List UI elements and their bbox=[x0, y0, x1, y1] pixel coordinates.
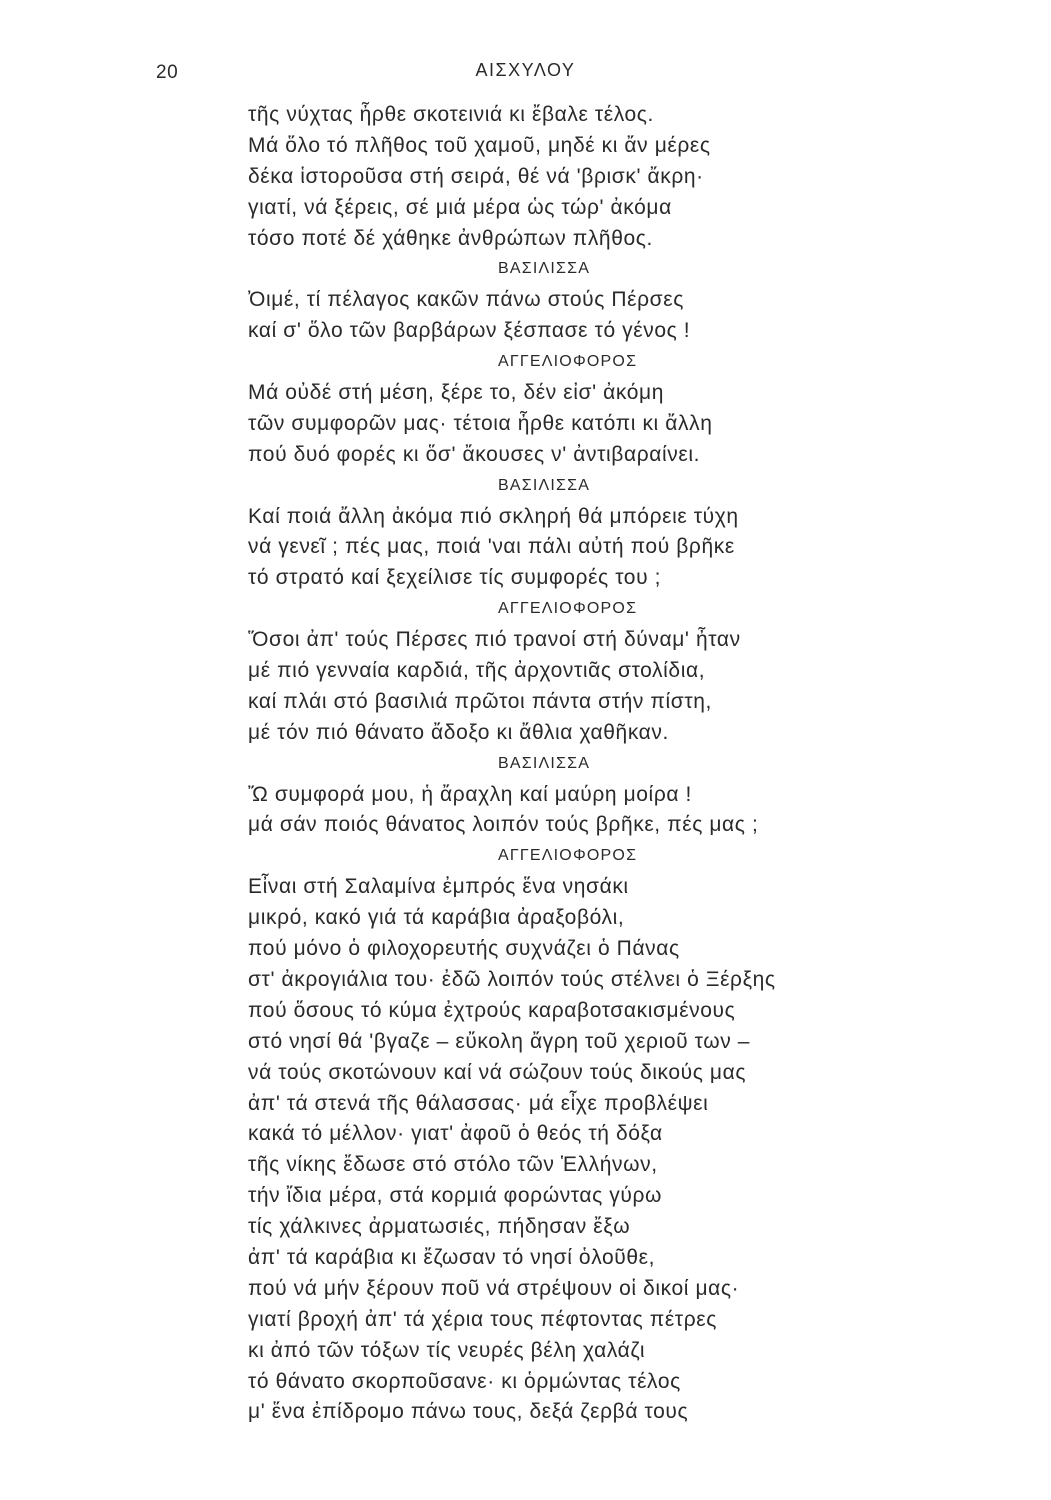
play-text bbox=[248, 100, 928, 1428]
verse-line: τῆς νίκης ἔδωσε στό στόλο τῶν Ἑλλήνων, bbox=[248, 1153, 658, 1177]
verse-line: κι ἀπό τῶν τόξων τίς νευρές βέλη χαλάζι bbox=[248, 1338, 646, 1362]
speaker-label: ΑΓΓΕΛΙΟΦΟΡΟΣ bbox=[498, 353, 638, 371]
verse-line: ἀπ' τά καράβια κι ἔζωσαν τό νησί ὁλοῦθε, bbox=[248, 1245, 656, 1269]
verse-line: Ὤ συμφορά μου, ἡ ἄραχλη καί μαύρη μοίρα ! bbox=[248, 782, 692, 806]
verse-line: νά γενεῖ ; πές μας, ποιά 'ναι πάλι αὐτή πού βρῆκε bbox=[248, 535, 735, 559]
verse-line: γιατί, νά ξέρεις, σέ μιά μέρα ὡς τώρ' ἀκόμα bbox=[248, 195, 672, 219]
verse-line: νά τούς σκοτώνουν καί νά σώζουν τούς δικούς μας bbox=[248, 1060, 747, 1084]
verse-line: στό νησί θά 'βγαζε – εὔκολη ἄγρη τοῦ χεριοῦ των – bbox=[248, 1029, 751, 1053]
verse-line: πού νά μήν ξέρουν ποῦ νά στρέψουν οἱ δικοί μας· bbox=[248, 1276, 740, 1300]
verse-line: Μά ὅλο τό πλῆθος τοῦ χαμοῦ, μηδέ κι ἄν μέρες bbox=[248, 133, 711, 157]
verse-line: Μά οὐδέ στή μέση, ξέρε το, δέν εἰσ' ἀκόμη bbox=[248, 381, 664, 405]
verse-line: Καί ποιά ἄλλη ἀκόμα πιό σκληρή θά μπόρειε τύχη bbox=[248, 504, 739, 528]
running-head: ΑΙΣΧΥΛΟΥ bbox=[475, 60, 576, 80]
verse-line: μέ πιό γενναία καρδιά, τῆς ἀρχοντιᾶς στολίδια, bbox=[248, 659, 706, 683]
verse-line: τίς χάλκινες ἀρματωσιές, πήδησαν ἔξω bbox=[248, 1215, 631, 1239]
speaker-label: ΒΑΣΙΛΙΣΣΑ bbox=[498, 476, 591, 494]
verse-line: μέ τόν πιό θάνατο ἄδοξο κι ἄθλια χαθῆκαν. bbox=[248, 720, 669, 744]
verse-line: Ὀιμέ, τί πέλαγος κακῶν πάνω στούς Πέρσες bbox=[248, 288, 684, 312]
verse-line: καί σ' ὅλο τῶν βαρβάρων ξέσπασε τό γένος ! bbox=[248, 319, 691, 343]
verse-line: μά σάν ποιός θάνατος λοιπόν τούς βρῆκε, πές μας ; bbox=[248, 813, 759, 837]
verse-line: δέκα ἱστοροῦσα στή σειρά, θέ νά 'βρισκ' ἄκρη· bbox=[248, 164, 704, 188]
speaker-label: ΑΓΓΕΛΙΟΦΟΡΟΣ bbox=[498, 847, 638, 865]
verse-line: γιατί βροχή ἀπ' τά χέρια τους πέφτοντας πέτρες bbox=[248, 1307, 717, 1331]
verse-line: πού δυό φορές κι ὅσ' ἄκουσες ν' ἀντιβαραίνει. bbox=[248, 442, 701, 466]
verse-line: τῶν συμφορῶν μας· τέτοια ἦρθε κατόπι κι ἄλλη bbox=[248, 411, 713, 435]
speaker-label: ΒΑΣΙΛΙΣΣΑ bbox=[498, 754, 591, 772]
verse-line: στ' ἀκρογιάλια του· ἐδῶ λοιπόν τούς στέλνει ὁ Ξέρξης bbox=[248, 967, 776, 991]
speaker-label: ΑΓΓΕΛΙΟΦΟΡΟΣ bbox=[498, 600, 638, 618]
verse-line: τό στρατό καί ξεχείλισε τίς συμφορές του ; bbox=[248, 566, 662, 590]
verse-line: Ὅσοι ἀπ' τούς Πέρσες πιό τρανοί στή δύναμ' ἦταν bbox=[248, 628, 741, 652]
verse-line: Εἶναι στή Σαλαμίνα ἐμπρός ἕνα νησάκι bbox=[248, 875, 629, 899]
verse-line: ἀπ' τά στενά τῆς θάλασσας· μά εἶχε προβλέψει bbox=[248, 1091, 709, 1115]
verse-line: κακά τό μέλλον· γιατ' ἀφοῦ ὁ θεός τή δόξα bbox=[248, 1122, 663, 1146]
page-number: 20 bbox=[156, 62, 179, 83]
verse-line: τῆς νύχτας ἦρθε σκοτεινιά κι ἔβαλε τέλος. bbox=[248, 103, 654, 126]
verse-line: πού μόνο ὁ φιλοχορευτής συχνάζει ὁ Πάνας bbox=[248, 937, 680, 961]
verse-line: τήν ἴδια μέρα, στά κορμιά φορώντας γύρω bbox=[248, 1184, 663, 1208]
verse-line: μικρό, κακό γιά τά καράβια ἀραξοβόλι, bbox=[248, 906, 625, 930]
verse-line: τόσο ποτέ δέ χάθηκε ἀνθρώπων πλῆθος. bbox=[248, 226, 653, 250]
verse-line: πού ὅσους τό κύμα ἐχτρούς καραβοτσακισμένους bbox=[248, 998, 736, 1022]
speaker-label: ΒΑΣΙΛΙΣΣΑ bbox=[498, 260, 591, 278]
verse-line: καί πλάι στό βασιλιά πρῶτοι πάντα στήν πίστη, bbox=[248, 689, 712, 713]
verse-line: μ' ἕνα ἐπίδρομο πάνω τους, δεξά ζερβά τους bbox=[248, 1400, 689, 1424]
verse-line: τό θάνατο σκορποῦσανε· κι ὁρμώντας τέλος bbox=[248, 1369, 681, 1393]
